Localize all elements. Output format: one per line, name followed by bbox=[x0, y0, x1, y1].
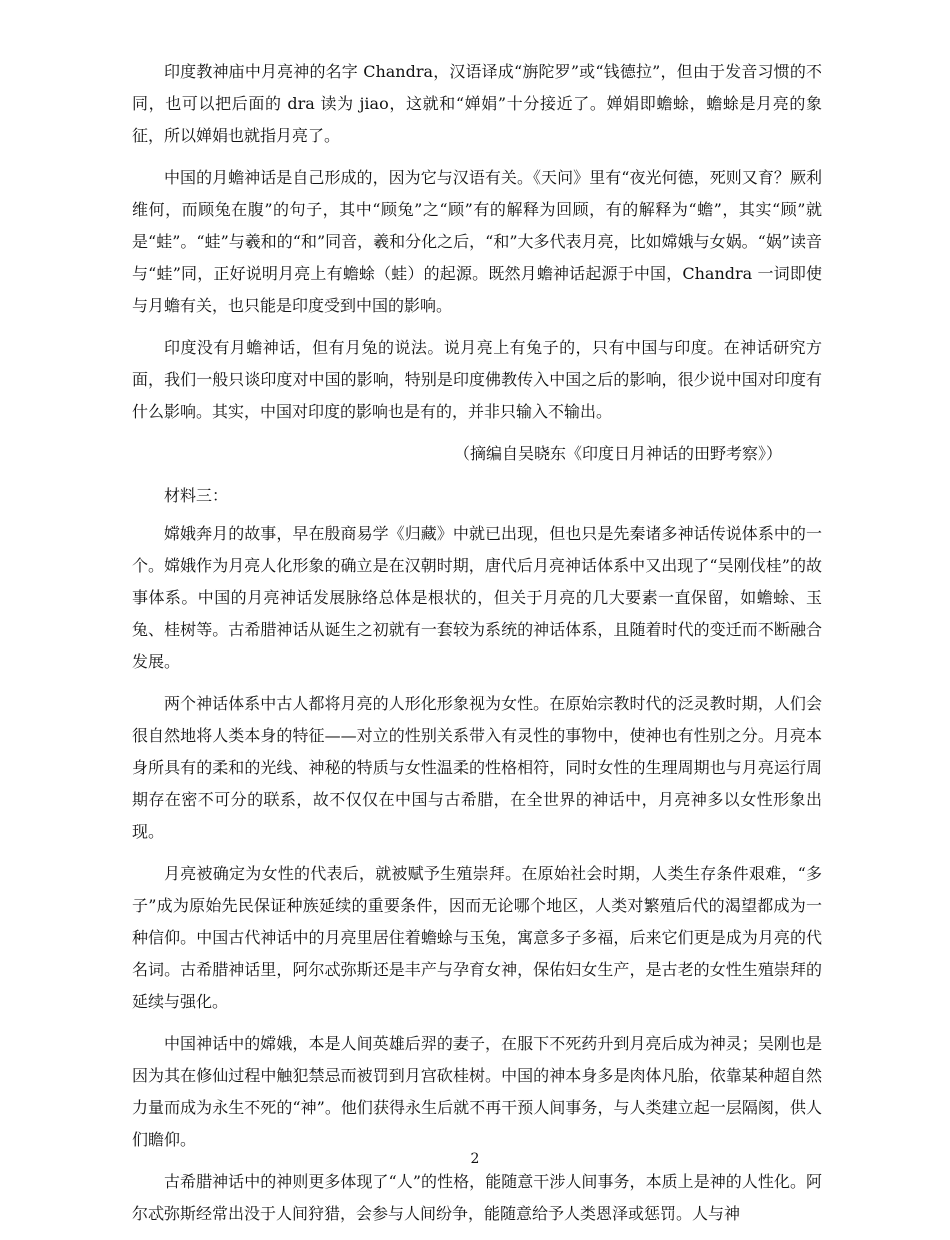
paragraph: 中国的月蟾神话是自己形成的，因为它与汉语有关。《天问》里有“夜光何德，死则又育？厥利维何，而顾兔在腹”的句子，其中“顾兔”之“顾”有的解释为回顾，有的解释为“蟾”，其实“顾”就是“蛙”。“蛙”与羲和的“和”同音，羲和分化之后，“和”大多代表月亮，比如嫦娥与女娲。“娲”读音与“蛙”同，正好说明月亮上有蟾蜍（蛙）的起源。既然月蟾神话起源于中国，Chandra 一词即使与月蟾有关，也只能是印度受到中国的影响。 bbox=[132, 168, 822, 315]
paragraph: 嫦娥奔月的故事，早在殷商易学《归藏》中就已出现，但也只是先秦诸多神话传说体系中的一个。嫦娥作为月亮人化形象的确立是在汉朝时期，唐代后月亮神话体系中又出现了“吴刚伐桂”的故事体系。中国的月亮神话发展脉络总体是根状的，但关于月亮的几大要素一直保留，如蟾蜍、玉兔、桂树等。古希腊神话从诞生之初就有一套较为系统的神话体系，且随着时代的变迁而不断融合发展。 bbox=[132, 524, 822, 671]
paragraph: 印度没有月蟾神话，但有月兔的说法。说月亮上有兔子的，只有中国与印度。在神话研究方面，我们一般只谈印度对中国的影响，特别是印度佛教传入中国之后的影响，很少说中国对印度有什么影响。其实，中国对印度的影响也是有的，并非只输入不输出。 bbox=[132, 338, 822, 421]
source-citation: （摘编自吴晓东《印度日月神话的田野考察》） bbox=[453, 444, 782, 463]
page-number: 2 bbox=[470, 1151, 480, 1167]
paragraph: 月亮被确定为女性的代表后，就被赋予生殖崇拜。在原始社会时期，人类生存条件艰难，“多子”成为原始先民保证种族延续的重要条件，因而无论哪个地区，人类对繁殖后代的渴望都成为一种信仰。中国古代神话中的月亮里居住着蟾蜍与玉兔，寓意多子多福，后来它们更是成为月亮的代名词。古希腊神话里，阿尔忒弥斯还是丰产与孕育女神，保佑妇女生产，是古老的女性生殖崇拜的延续与强化。 bbox=[132, 864, 822, 1011]
section-heading: 材料三： bbox=[164, 486, 229, 505]
document-body bbox=[132, 56, 822, 1240]
paragraph: 两个神话体系中古人都将月亮的人形化形象视为女性。在原始宗教时代的泛灵教时期，人们会很自然地将人类本身的特征——对立的性别关系带入有灵性的事物中，使神也有性别之分。月亮本身所具有的柔和的光线、神秘的特质与女性温柔的性格相符，同时女性的生理周期也与月亮运行周期存在密不可分的联系，故不仅仅在中国与古希腊，在全世界的神话中，月亮神多以女性形象出现。 bbox=[132, 694, 822, 841]
paragraph: 古希腊神话中的神则更多体现了“人”的性格，能随意干涉人间事务，本质上是神的人性化。阿尔忒弥斯经常出没于人间狩猎，会参与人间纷争，能随意给予人类恩泽或惩罚。人与神 bbox=[132, 1172, 822, 1223]
paragraph: 印度教神庙中月亮神的名字 Chandra，汉语译成“旃陀罗”或“钱德拉”，但由于发音习惯的不同，也可以把后面的 dra 读为 jiao，这就和“婵娟”十分接近了。婵娟即蟾蜍，蟾蜍是月亮的象征，所以婵娟也就指月亮了。 bbox=[132, 62, 822, 145]
paragraph: 中国神话中的嫦娥，本是人间英雄后羿的妻子，在服下不死药升到月亮后成为神灵；吴刚也是因为其在修仙过程中触犯禁忌而被罚到月宫砍桂树。中国的神本身多是肉体凡胎，依靠某种超自然力量而成为永生不死的“神”。他们获得永生后就不再干预人间事务，与人类建立起一层隔阂，供人们瞻仰。 bbox=[132, 1034, 822, 1149]
